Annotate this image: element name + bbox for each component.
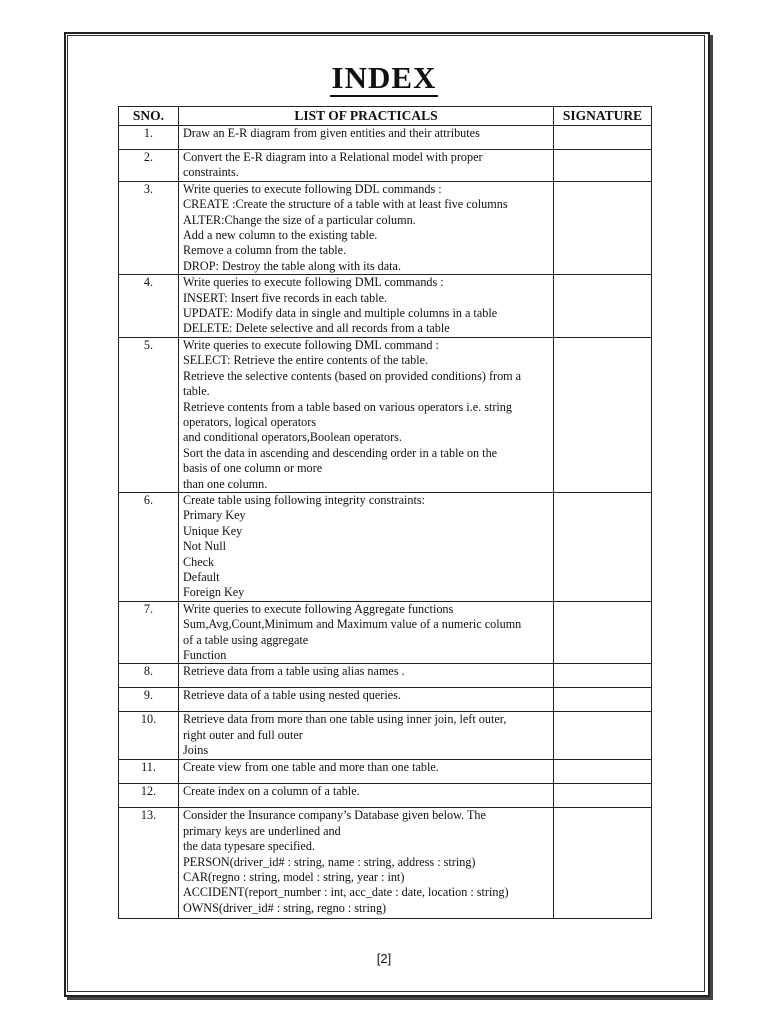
row-sno: 2. [119,150,179,182]
row-sno: 4. [119,275,179,338]
row-signature [554,275,652,338]
practical-line: Retrieve data of a table using nested queries. [183,688,401,703]
practical-line: Joins [183,743,209,758]
row-sno: 9. [119,688,179,712]
row-sno: 10. [119,712,179,760]
row-sno: 7. [119,601,179,664]
row-signature [554,150,652,182]
header-sno: SNO. [119,107,179,126]
practicals-index-table [118,106,652,919]
practical-line: UPDATE: Modify data in single and multiple columns in a table [183,306,498,321]
practical-line: of a table using aggregate [183,632,309,647]
row-signature [554,126,652,150]
practical-line: DELETE: Delete selective and all records from a table [183,321,450,336]
table-header-row [119,107,652,126]
row-practical [179,126,554,150]
table-row [119,601,652,664]
practical-line: table. [183,384,210,399]
row-signature [554,712,652,760]
practical-line: DROP: Destroy the table along with its data. [183,258,401,273]
row-sno: 5. [119,337,179,492]
row-practical [179,492,554,601]
row-practical [179,808,554,919]
practical-line: Retrieve contents from a table based on various operators i.e. string [183,399,512,414]
row-signature [554,808,652,919]
row-sno: 11. [119,760,179,784]
row-signature [554,760,652,784]
practical-line: ALTER:Change the size of a particular column. [183,212,416,227]
table-row [119,492,652,601]
practical-line: Check [183,554,215,569]
practical-line: basis of one column or more [183,461,323,476]
practical-line: ACCIDENT(report_number : int, acc_date : date, location : string) [183,885,509,900]
table-row [119,337,652,492]
table-row [119,688,652,712]
practical-line: Create view from one table and more than one table. [183,760,439,775]
practical-line: PERSON(driver_id# : string, name : string, address : string) [183,854,476,869]
row-practical [179,712,554,760]
table-row [119,181,652,274]
practical-line: Not Null [183,539,226,554]
row-practical [179,275,554,338]
row-signature [554,181,652,274]
table-row [119,664,652,688]
table-row [119,760,652,784]
row-signature [554,601,652,664]
practical-line: Write queries to execute following DDL commands : [183,181,442,196]
table-row [119,784,652,808]
practical-line: CREATE :Create the structure of a table with at least five columns [183,197,508,212]
practical-line: Write queries to execute following DML commands : [183,275,444,290]
row-practical [179,601,554,664]
practical-line: Default [183,569,220,584]
practical-line: INSERT: Insert five records in each table. [183,290,388,305]
row-signature [554,337,652,492]
row-practical [179,688,554,712]
practical-line: Primary Key [183,508,246,523]
practical-line: Function [183,648,227,662]
page-number: [2] [376,951,392,966]
row-signature [554,492,652,601]
practical-line: Create index on a column of a table. [183,784,360,799]
table-row [119,808,652,919]
header-list-of-practicals: LIST OF PRACTICALS [179,107,554,126]
table-row [119,126,652,150]
practical-line: Retrieve data from more than one table using inner join, left outer, [183,712,507,727]
practical-line: OWNS(driver_id# : string, regno : string) [183,900,387,915]
table-row [119,150,652,182]
practical-line: CAR(regno : string, model : string, year : int) [183,870,405,885]
practical-line: Sum,Avg,Count,Minimum and Maximum value of a numeric column [183,617,522,632]
row-signature [554,784,652,808]
practical-line: and conditional operators,Boolean operators. [183,430,402,445]
practical-line: than one column. [183,476,268,491]
table-row [119,712,652,760]
row-practical [179,150,554,182]
row-practical [179,181,554,274]
row-practical [179,337,554,492]
practical-line: Foreign Key [183,585,245,600]
practical-line: Convert the E-R diagram into a Relational model with proper [183,150,483,164]
practical-line: the data typesare specified. [183,839,315,854]
practical-line: Consider the Insurance company’s Database given below. The [183,808,486,823]
row-practical [179,760,554,784]
practical-line: Add a new column to the existing table. [183,228,378,243]
practical-line: Draw an E-R diagram from given entities and their attributes [183,126,480,140]
practical-line: Retrieve data from a table using alias names . [183,664,405,679]
practical-line: Create table using following integrity constraints: [183,492,426,507]
practical-line: Sort the data in ascending and descending order in a table on the [183,445,498,460]
practical-line: primary keys are underlined and [183,823,341,838]
row-sno: 13. [119,808,179,919]
row-sno: 1. [119,126,179,150]
row-sno: 12. [119,784,179,808]
practical-line: Write queries to execute following Aggregate functions [183,601,454,616]
row-practical [179,784,554,808]
practical-line: Unique Key [183,523,243,538]
page-title: INDEX [331,60,437,95]
row-sno: 3. [119,181,179,274]
practical-line: constraints. [183,165,239,180]
row-signature [554,688,652,712]
row-practical [179,664,554,688]
practical-line: Write queries to execute following DML command : [183,337,439,352]
practical-line: Remove a column from the table. [183,243,347,258]
header-signature: SIGNATURE [554,107,652,126]
table-row [119,275,652,338]
row-sno: 6. [119,492,179,601]
practical-line: operators, logical operators [183,414,316,429]
practical-line: SELECT: Retrieve the entire contents of the table. [183,353,429,368]
row-sno: 8. [119,664,179,688]
practical-line: right outer and full outer [183,727,303,742]
row-signature [554,664,652,688]
practical-line: Retrieve the selective contents (based on provided conditions) from a [183,368,522,383]
